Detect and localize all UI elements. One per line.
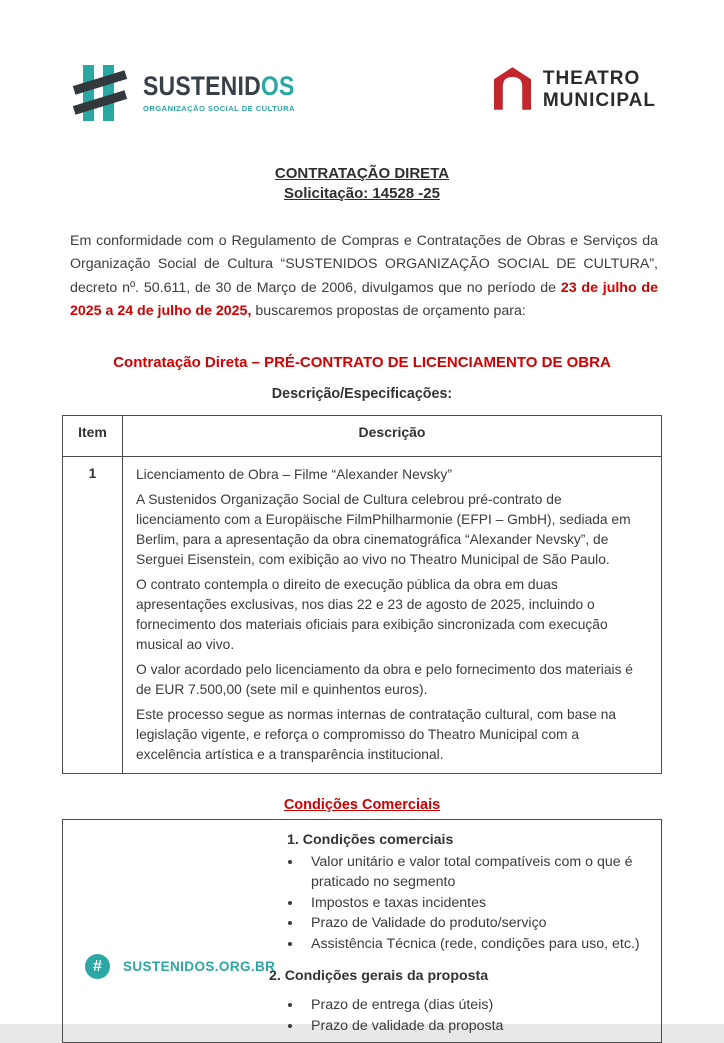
conditions-list	[279, 852, 651, 955]
date-range-highlight: 23 de julho de 2025 a 24 de julho de 2025,	[70, 279, 658, 320]
commercial-conditions-box	[62, 819, 662, 1043]
title-line1: CONTRATAÇÃO DIRETA	[274, 165, 450, 182]
description-paragraph: A Sustenidos Organização Social de Cultura celebrou pré-contrato de licenciamento com a Europäische FilmPhilharmonie (EFPI – GmbH), sediada em Berlim, para a apresentação da obra cinematográfica “Alexander Nevsky”, de Serguei Eisenstein, com exibição ao vivo no Theatro Municipal de São Paulo.	[136, 491, 631, 567]
title-line2: Solicitação: 14528 -25	[284, 185, 440, 202]
list-item: • Valor unitário e valor total compatíveis com o que é praticado no segmento	[303, 852, 651, 893]
sustenidos-logo	[74, 62, 295, 124]
description-paragraph: O contrato contempla o direito de execução pública da obra em duas apresentações exclusivas, nos dias 22 e 23 de agosto de 2025, incluindo o fornecimento dos materiais oficiais para exibição sincronizada com execução musical ao vivo.	[136, 576, 608, 652]
footer-url[interactable]: SUSTENIDOS.ORG.BR	[123, 959, 276, 974]
description-title: Licenciamento de Obra – Filme “Alexander Nevsky”	[136, 466, 452, 482]
theatro-logo-text: THEATRO MUNICIPAL	[542, 68, 656, 111]
description-paragraph: Este processo segue as normas internas de contratação cultural, com base na legislação vigente, e reforça o compromisso do Theatro Municipal com a excelência artística e a transparência institucional.	[136, 706, 617, 762]
sustenidos-tagline: ORGANIZAÇÃO SOCIAL DE CULTURA	[143, 103, 295, 113]
table-row	[63, 456, 662, 773]
theatro-arch-icon	[494, 67, 531, 110]
sustenidos-hash-badge-icon: #	[85, 954, 110, 979]
sustenidos-logo-text	[143, 70, 295, 113]
conditions-section-title: 1. Condições comerciais	[287, 831, 454, 848]
table-header-row	[63, 415, 662, 456]
theatro-municipal-logo	[494, 67, 656, 111]
commercial-conditions-heading: Condições Comerciais	[283, 796, 441, 813]
conditions-section-title: 2. Condições gerais da proposta	[269, 968, 489, 985]
list-item: • Prazo de validade da proposta	[303, 1016, 651, 1037]
section-heading: Contratação Direta – PRÉ-CONTRATO DE LICENCIAMENTO DE OBRA	[113, 353, 611, 371]
column-header-description: Descrição	[123, 415, 662, 456]
item-number-cell: 1	[63, 456, 123, 773]
sustenidos-hash-icon	[74, 62, 130, 124]
document-title	[0, 164, 724, 204]
header	[0, 0, 724, 124]
spec-label: Descrição/Especificações:	[271, 385, 453, 402]
intro-paragraph: Em conformidade com o Regulamento de Compras e Contratações de Obras e Serviços da Organização Social de Cultura “SUSTENIDOS ORGANIZAÇÃO SOCIAL DE CULTURA”, decreto nº. 50.611, de 30 de Março de 2006, divulgamos que no período de 23 de julho de 2025 a 24 de julho de 2025, buscaremos propostas de orçamento para:	[70, 233, 658, 320]
footer	[85, 954, 275, 979]
list-item: • Assistência Técnica (rede, condições para uso, etc.)	[303, 934, 651, 955]
column-header-item: Item	[63, 415, 123, 456]
conditions-list	[279, 995, 651, 1036]
item-description-cell	[123, 456, 662, 773]
list-item: • Impostos e taxas incidentes	[303, 893, 651, 914]
sustenidos-brand: SUSTENIDOS	[143, 70, 295, 101]
description-table	[62, 415, 662, 774]
description-paragraph: O valor acordado pelo licenciamento da obra e pelo fornecimento dos materiais é de EUR 7.500,00 (sete mil e quinhentos euros).	[136, 661, 633, 697]
list-item: • Prazo de Validade do produto/serviço	[303, 913, 651, 934]
list-item: • Prazo de entrega (dias úteis)	[303, 995, 651, 1016]
